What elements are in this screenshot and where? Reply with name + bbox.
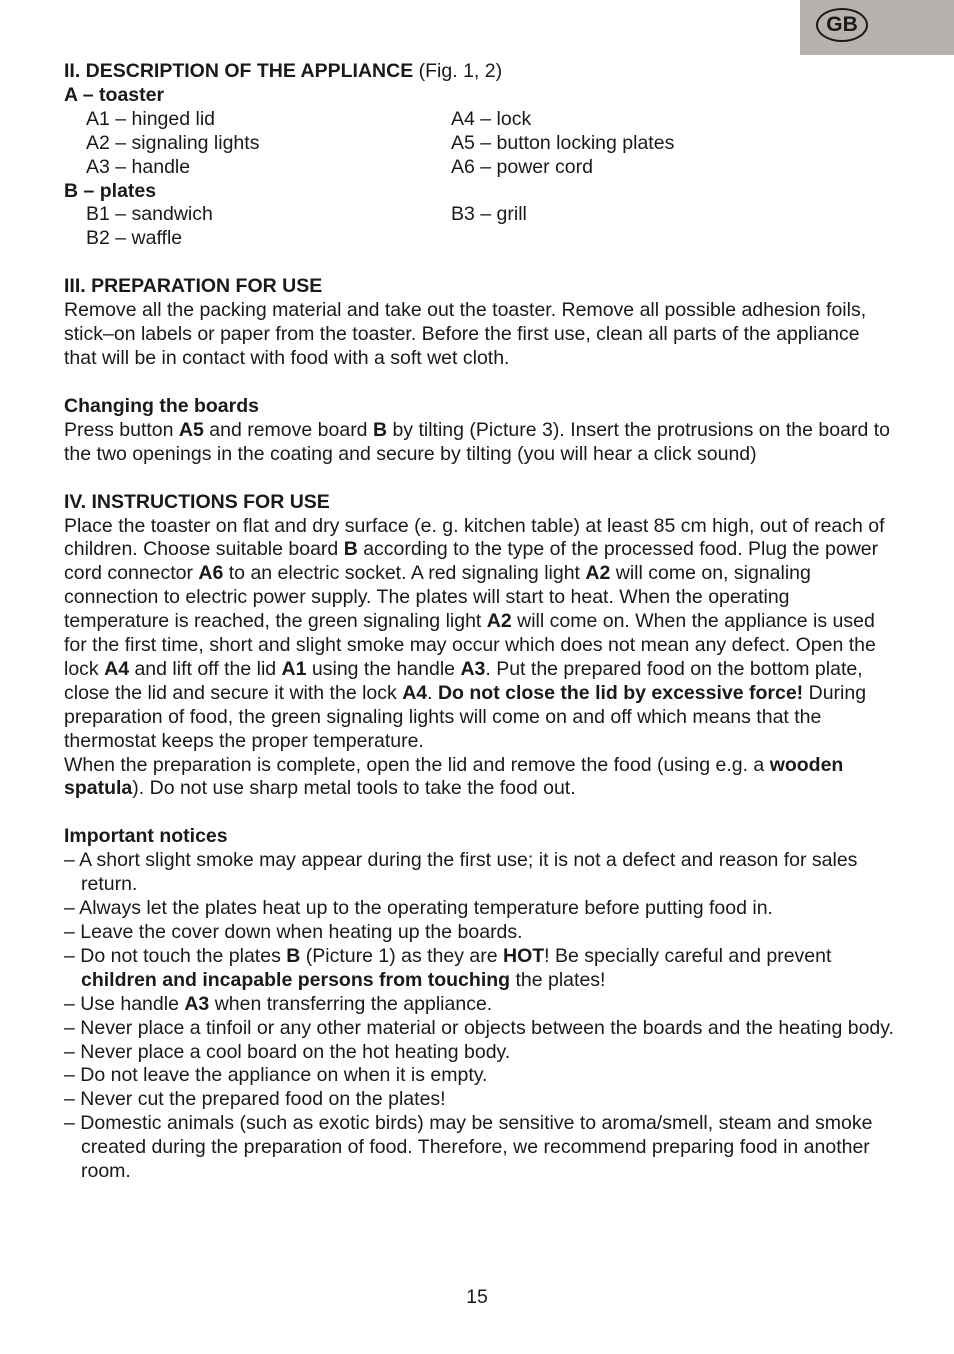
list-item: – Never cut the prepared food on the plates! xyxy=(64,1088,446,1111)
paragraph: Place the toaster on flat and dry surface (e. g. kitchen table) at least 85 cm high, out of reach of children. Choose suitable board B according to the type of the processed food. Plug the power cord connector A6 to an electric socket. A red signaling light A2 will come on, signaling connection to electric power supply. The plates will start to heat. When the operating temperature is reached, the green signaling light A2 will come on. When the appliance is used for the first time, short and slight smoke may occur which does not mean any defect. Open the lock A4 and lift off the lid A1 using the handle A3. Put the prepared food on the bottom plate, close the lid and secure it with the lock A4. Do not close the lid by excessive force! During preparation of food, the green signaling lights will come on and off which means that the thermostat keeps the proper temperature. xyxy=(64,514,885,752)
section-important-notices xyxy=(64,825,894,1184)
parts-row: B2 – waffle xyxy=(86,227,183,250)
subsection-heading: Important notices xyxy=(64,825,228,848)
list-item: – Never place a tinfoil or any other material or objects between the boards and the heating body. xyxy=(64,1016,894,1039)
paragraph: When the preparation is complete, open the lid and remove the food (using e.g. a wooden spatula). Do not use sharp metal tools to take the food out. xyxy=(64,753,844,800)
list-item: – Do not leave the appliance on when it is empty. xyxy=(64,1064,488,1087)
section-heading: IV. INSTRUCTIONS FOR USE xyxy=(64,490,330,513)
list-item: – Always let the plates heat up to the operating temperature before putting food in. xyxy=(64,897,773,920)
paragraph: Press button A5 and remove board B by tilting (Picture 3). Insert the protrusions on the board to the two openings in the coating and secure by tilting (you will hear a click sound) xyxy=(64,418,890,465)
section-instructions xyxy=(64,491,894,802)
paragraph: Remove all the packing material and take out the toaster. Remove all possible adhesion foils, stick–on labels or paper from the toaster. Before the first use, clean all parts of the appliance that will be in contact with food with a soft wet cloth. xyxy=(64,299,867,369)
document-body xyxy=(64,60,894,1184)
list-item: – A short slight smoke may appear during the first use; it is not a defect and reason for sales return. xyxy=(64,849,858,896)
section-preparation xyxy=(64,275,894,371)
parts-row: A2 – signaling lights A5 – button locking plates xyxy=(86,131,675,154)
list-item: – Leave the cover down when heating up the boards. xyxy=(64,921,523,943)
list-item: – Do not touch the plates B (Picture 1) as they are HOT! Be specially careful and prevent children and incapable persons from touching the plates! xyxy=(64,944,832,991)
list-item: – Never place a cool board on the hot heating body. xyxy=(64,1040,511,1063)
subsection-heading: Changing the boards xyxy=(64,394,259,417)
section-heading: III. PREPARATION FOR USE xyxy=(64,275,323,298)
group-heading-a: A – toaster xyxy=(64,83,165,106)
section-heading: II. DESCRIPTION OF THE APPLIANCE (Fig. 1, 2) xyxy=(64,60,503,82)
language-badge: GB xyxy=(816,8,868,42)
parts-row: A1 – hinged lid A4 – lock xyxy=(86,107,532,130)
parts-row: A3 – handle A6 – power cord xyxy=(86,155,593,178)
group-heading-b: B – plates xyxy=(64,179,157,202)
notice-list xyxy=(64,849,894,1184)
language-tab xyxy=(800,0,954,55)
section-description xyxy=(64,60,894,251)
parts-row: B1 – sandwich B3 – grill xyxy=(86,203,527,226)
section-changing-boards xyxy=(64,395,894,467)
page-number: 15 xyxy=(466,1286,488,1308)
list-item: – Domestic animals (such as exotic birds) may be sensitive to aroma/smell, steam and smoke created during the preparation of food. Therefore, we recommend preparing food in another room. xyxy=(64,1112,873,1183)
list-item: – Use handle A3 when transferring the appliance. xyxy=(64,992,493,1015)
